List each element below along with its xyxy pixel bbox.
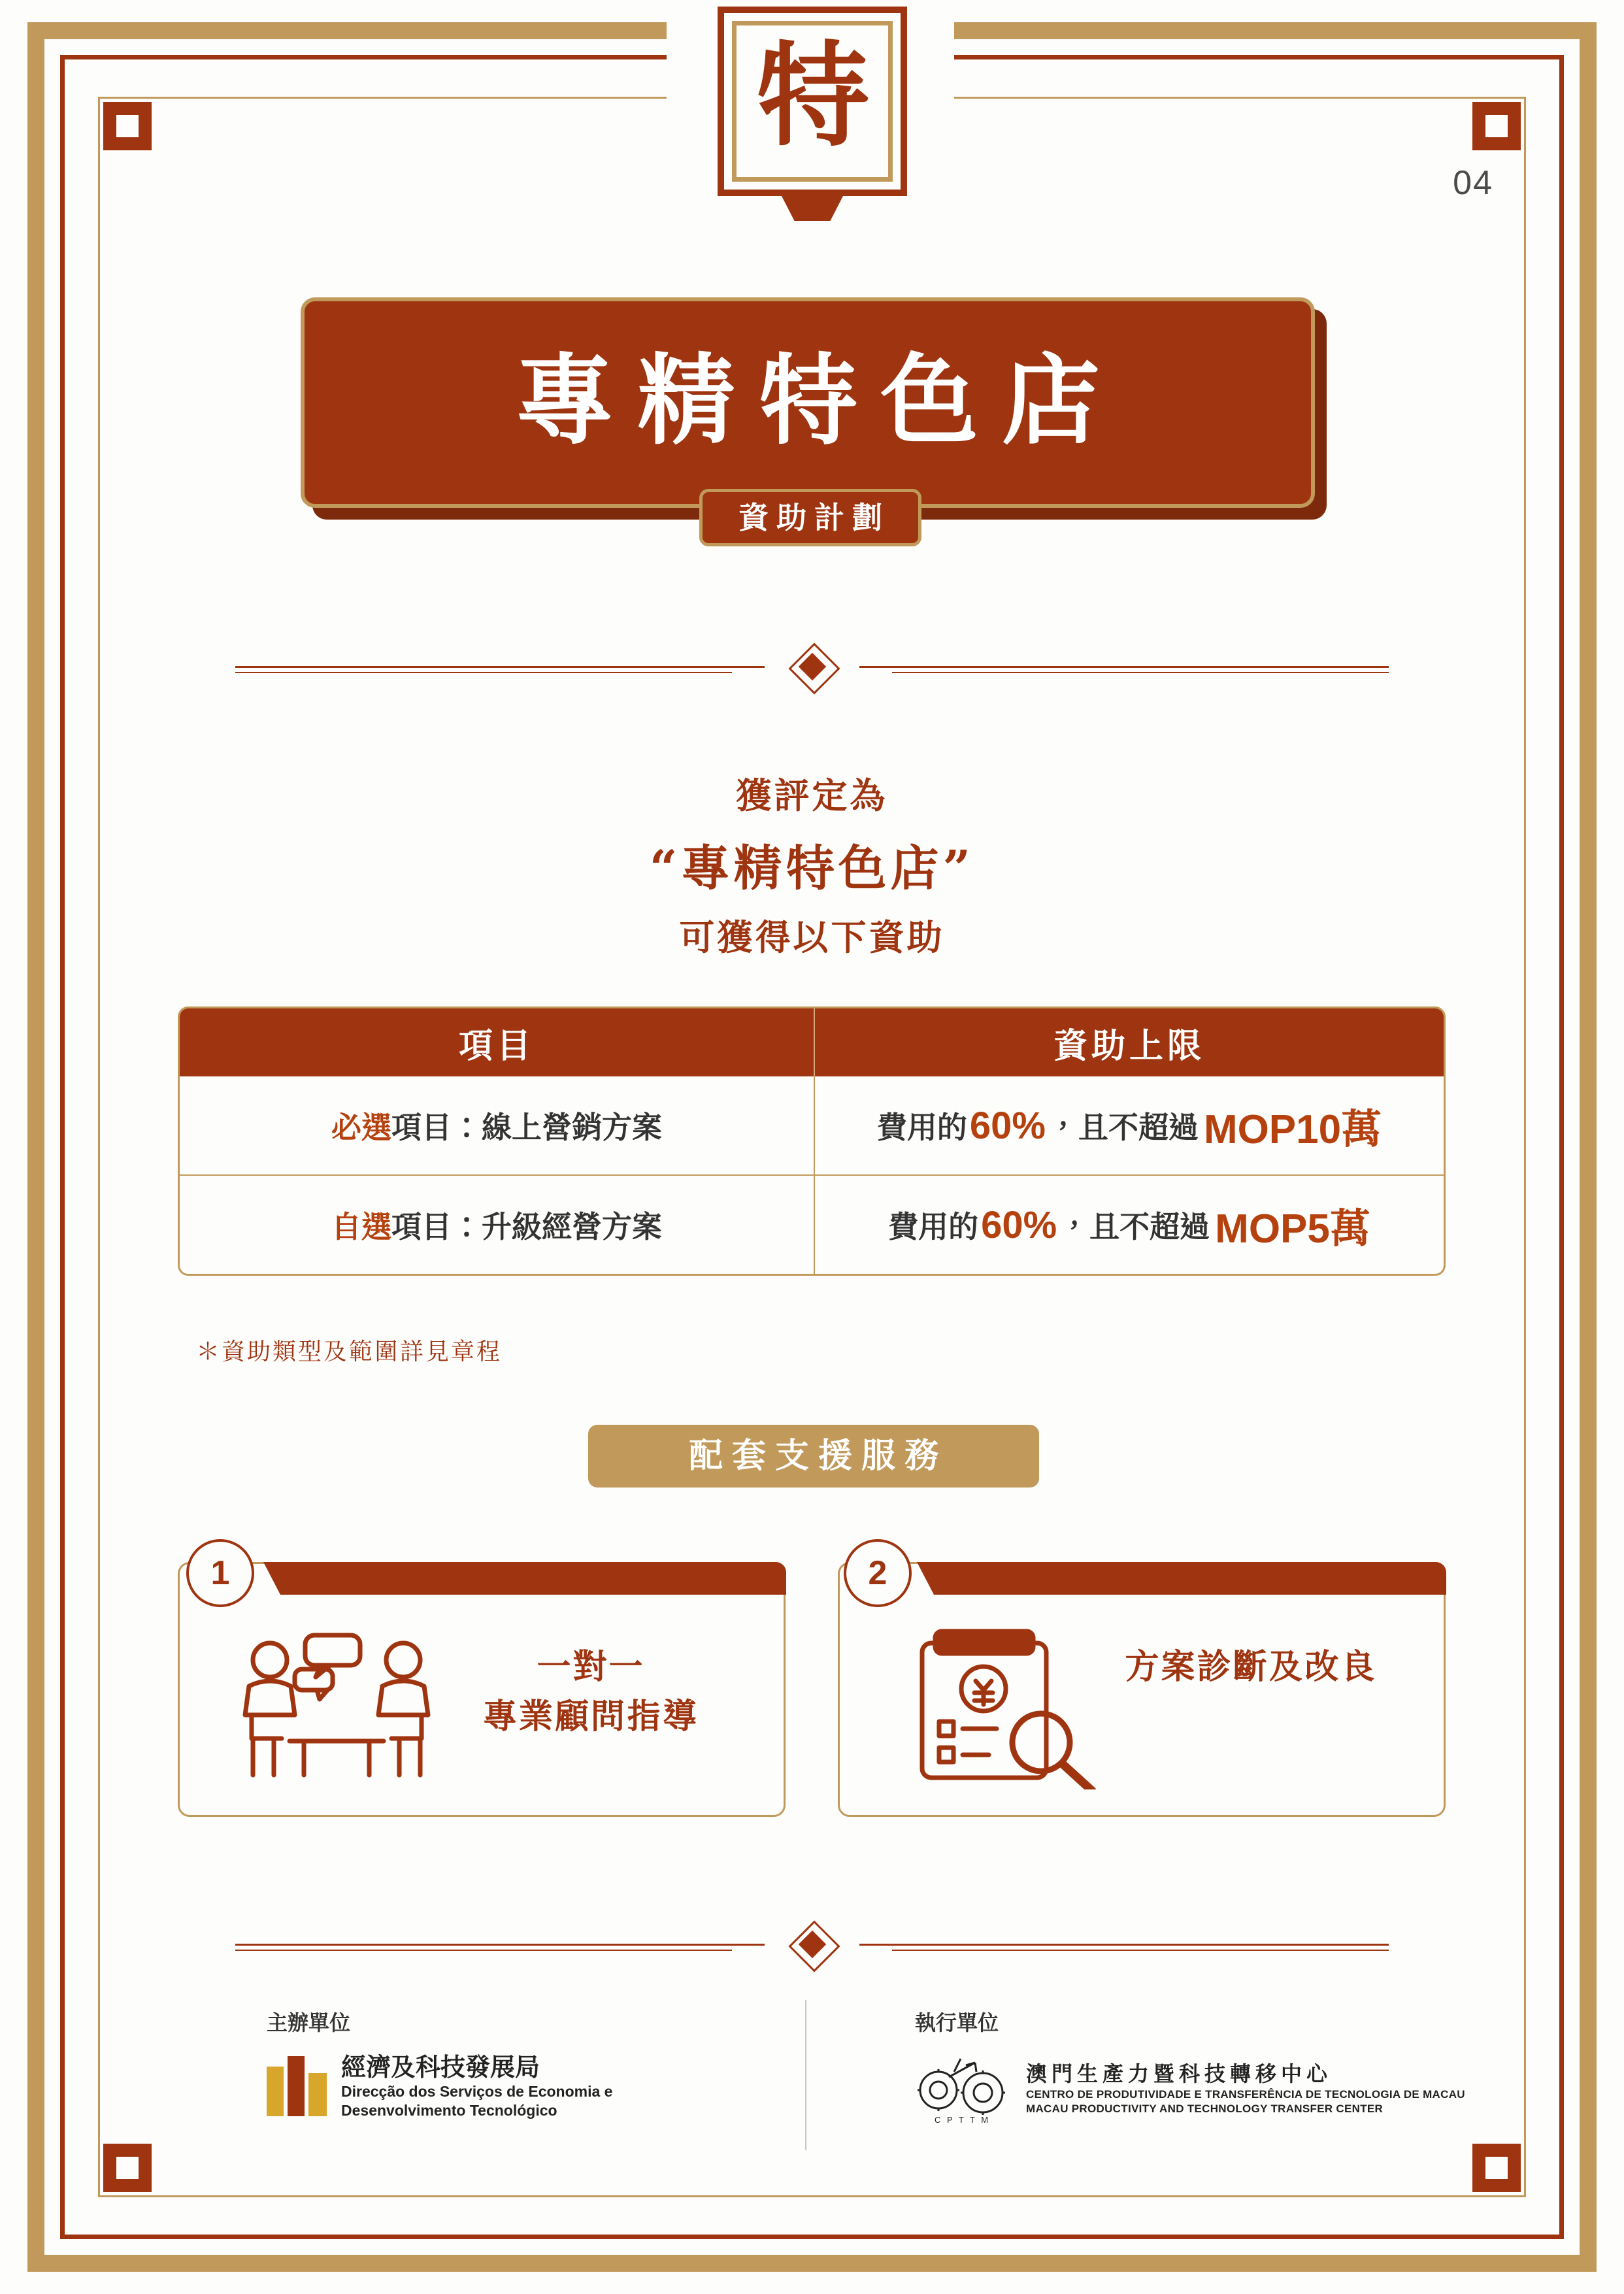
organiser-name-pt-1: Direcção dos Serviços de Economia e — [341, 2083, 613, 2100]
svg-text:C P T T M: C P T T M — [935, 2115, 991, 2124]
seal-ribbon — [780, 193, 844, 221]
table-footnote: ＊資助類型及範圍詳見章程 — [196, 1338, 503, 1365]
executor-title: 執行單位 — [915, 2010, 999, 2035]
cptm-logo-icon — [915, 2052, 1013, 2124]
footer-vertical-separator — [805, 2000, 806, 2150]
service-card-2-bar — [917, 1562, 1446, 1595]
executor-logo-row — [915, 2052, 1465, 2124]
title-subtitle-wrap — [667, 489, 954, 549]
executor-name-pt: CENTRO DE PRODUTIVIDADE E TRANSFERÊNCIA DE TECNOLOGIA DE MACAU — [1026, 2088, 1465, 2101]
service-card-2-number: 2 — [844, 1539, 912, 1607]
executor-block — [915, 2006, 1465, 2124]
service-card-1-bar — [263, 1562, 786, 1595]
corner-ornament-bottom-left — [103, 2144, 152, 2192]
table-header-row — [180, 1008, 1444, 1076]
page-title: 專精特色店 — [515, 343, 1123, 458]
intro-block — [0, 768, 1624, 960]
service-card-1-number: 1 — [186, 1539, 254, 1607]
support-services-heading-text: 配套支援服務 — [688, 1436, 948, 1476]
table-row — [180, 1076, 1444, 1176]
limit-pre: 費用的 — [888, 1209, 979, 1244]
title-subtitle-text: 資助計劃 — [738, 500, 890, 535]
limit-pre: 費用的 — [876, 1110, 967, 1145]
organiser-name — [341, 2052, 612, 2120]
organiser-name-zh: 經濟及科技發展局 — [341, 2052, 540, 2082]
intro-line-1: 獲評定為 — [736, 774, 888, 816]
service-card-1-label-line2: 專業顧問指導 — [482, 1697, 699, 1737]
executor-name-zh: 澳門生產力暨科技轉移中心 — [1026, 2061, 1333, 2086]
item-rest: 項目：升級經營方案 — [391, 1209, 662, 1244]
limit-percent: 60% — [981, 1203, 1057, 1246]
organiser-name-pt-2: Desenvolvimento Tecnológico — [341, 2102, 557, 2119]
funding-table — [178, 1006, 1446, 1276]
dsedt-logo-icon — [267, 2056, 327, 2116]
service-card-2-label — [1097, 1642, 1404, 1692]
table-row — [180, 1176, 1444, 1274]
intro-line-2: “專精特色店” — [649, 840, 975, 897]
limit-mid: ，且不超過 — [1048, 1110, 1199, 1145]
limit-amount: MOP5萬 — [1215, 1206, 1370, 1252]
item-rest: 項目：線上營銷方案 — [391, 1110, 662, 1145]
title-subtitle-badge — [699, 489, 921, 546]
support-services-heading — [588, 1425, 1039, 1488]
limit-mid: ，且不超過 — [1059, 1209, 1210, 1244]
service-card-2-label-line1: 方案診斷及改良 — [1125, 1647, 1377, 1687]
clipboard-magnifier-icon — [879, 1626, 1114, 1789]
organiser-title: 主辦單位 — [267, 2010, 351, 2035]
intro-line-3: 可獲得以下資助 — [679, 916, 945, 958]
seal-character: 特 — [756, 29, 869, 161]
title-plaque-body — [301, 297, 1315, 508]
limit-percent: 60% — [969, 1104, 1046, 1147]
item-prefix: 必選 — [331, 1110, 391, 1145]
corner-ornament-bottom-right — [1472, 2144, 1521, 2192]
organiser-logo-row — [267, 2052, 612, 2120]
service-card-2 — [838, 1554, 1446, 1817]
divider-bottom — [235, 1931, 1389, 1957]
item-prefix: 自選 — [331, 1209, 391, 1244]
table-header-limit: 資助上限 — [1053, 1025, 1205, 1066]
corner-ornament-top-left — [103, 102, 152, 150]
limit-amount: MOP10萬 — [1203, 1106, 1382, 1152]
executor-name-en: MACAU PRODUCTIVITY AND TECHNOLOGY TRANSFER CENTER — [1026, 2103, 1384, 2115]
service-card-1-label-line1: 一對一 — [537, 1647, 645, 1687]
seal-emblem — [718, 7, 907, 222]
service-card-1-label — [437, 1642, 744, 1742]
table-cell-item — [180, 1176, 815, 1274]
table-cell-limit — [815, 1176, 1444, 1274]
title-plaque — [301, 297, 1327, 520]
corner-ornament-top-right — [1472, 102, 1521, 150]
divider-top — [235, 654, 1389, 680]
service-card-1 — [178, 1554, 786, 1817]
table-cell-item — [180, 1076, 815, 1174]
organiser-block — [267, 2006, 612, 2120]
executor-name — [1026, 2060, 1465, 2116]
meeting-consultation-icon — [219, 1626, 454, 1789]
page-number: 04 — [1453, 164, 1493, 202]
table-header-item: 項目 — [180, 1008, 815, 1076]
table-cell-limit — [815, 1076, 1444, 1174]
